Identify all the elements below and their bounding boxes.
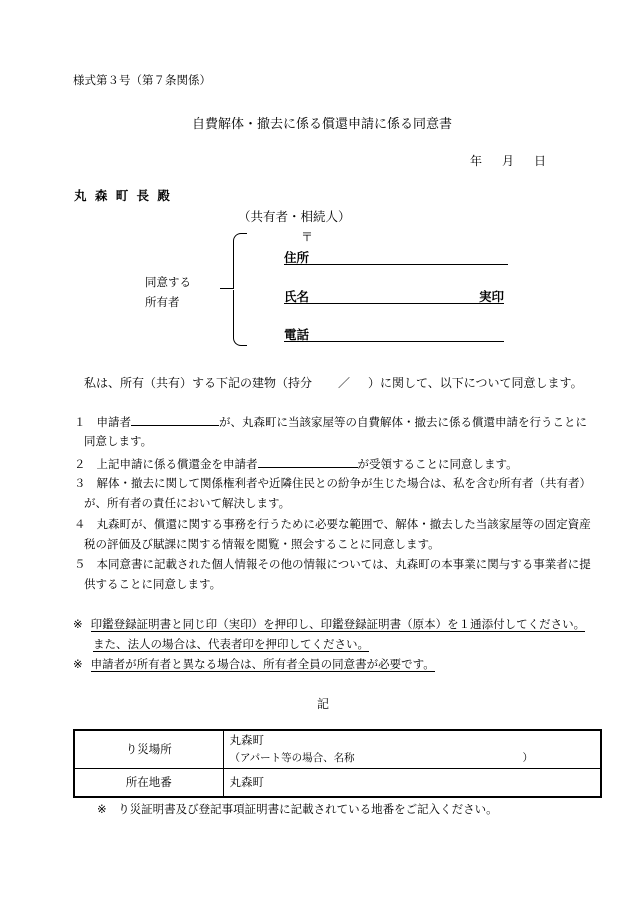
lot-number-cell[interactable] xyxy=(223,768,601,797)
item-5 xyxy=(74,556,591,572)
date-month: 月 xyxy=(502,154,515,168)
name-field[interactable] xyxy=(284,287,504,304)
disaster-location-cell[interactable] xyxy=(223,730,601,768)
brace-upper xyxy=(233,233,247,288)
item-1-post: が、丸森町に当該家屋等の自費解体・撤去に係る償還申請を行うことに xyxy=(219,415,587,429)
intro-statement xyxy=(84,374,583,391)
item-4-cont: 税の評価及び賦課に関する情報を閲覧・照会することに同意します。 xyxy=(84,537,440,551)
intro-slash: ／ xyxy=(338,376,351,390)
building-name-open: （アパート等の場合、名称 xyxy=(229,752,355,765)
note-2-text: 申請者が所有者と異なる場合は、所有者全員の同意書が必要です。 xyxy=(90,657,435,671)
item-3-cont: が、所有者の責任において解決します。 xyxy=(84,496,291,510)
item-5-text: 本同意書に記載された個人情報その他の情報については、丸森町の本事業に関与する事業者に提 xyxy=(96,557,591,571)
form-number: 様式第３号（第７条関係） xyxy=(73,73,211,87)
note-2 xyxy=(73,656,435,672)
item-1-pre: 申請者 xyxy=(96,415,131,429)
phone-field[interactable] xyxy=(284,325,504,342)
postal-mark: 〒 xyxy=(301,230,314,244)
ki-heading: 記 xyxy=(316,697,329,711)
item-number: １ xyxy=(74,415,86,429)
seal-label: 実印 xyxy=(478,289,504,304)
disaster-location-town: 丸森町 xyxy=(229,733,264,748)
date-day: 日 xyxy=(534,154,547,168)
building-name-close: ） xyxy=(522,752,533,765)
item-number: ５ xyxy=(74,557,86,571)
address-label: 住所 xyxy=(284,250,310,265)
date-year: 年 xyxy=(470,154,483,168)
item-number: ４ xyxy=(74,517,86,531)
disaster-location-building xyxy=(230,749,595,767)
item-4 xyxy=(74,516,591,532)
item-4-text: 丸森町が、償還に関する事務を行うために必要な範囲で、解体・撤去した当該家屋等の固定資産 xyxy=(96,517,591,531)
consenter-label-line2: 所有者 xyxy=(145,295,180,309)
lot-number-town: 丸森町 xyxy=(229,775,264,790)
brace-point xyxy=(220,288,234,289)
address-field[interactable] xyxy=(284,248,508,265)
item-2 xyxy=(74,455,518,472)
phone-label: 電話 xyxy=(284,327,310,342)
footnote: ※ り災証明書及び登記事項証明書に記載されている地番をご記入ください。 xyxy=(97,802,498,816)
item-2-post: が受領することに同意します。 xyxy=(357,457,518,471)
table-row xyxy=(74,768,601,797)
note-1 xyxy=(73,616,585,632)
item-1 xyxy=(74,413,587,430)
item-number: ２ xyxy=(74,457,86,471)
applicant-blank[interactable] xyxy=(131,413,219,426)
note-mark: ※ xyxy=(73,657,83,671)
disaster-location-header: り災場所 xyxy=(74,730,223,768)
item-number: ３ xyxy=(74,476,86,490)
note-mark: ※ xyxy=(73,617,83,631)
coowner-heading: （共有者・相続人） xyxy=(238,209,351,224)
intro-after: ）に関して、以下について同意します。 xyxy=(368,376,583,390)
document-title: 自費解体・撤去に係る償還申請に係る同意書 xyxy=(191,117,452,132)
note-1-cont xyxy=(93,636,369,652)
item-1-cont: 同意します。 xyxy=(84,434,153,448)
name-label: 氏名 xyxy=(284,289,310,304)
table-row xyxy=(74,730,601,768)
applicant-blank-2[interactable] xyxy=(258,455,358,468)
brace-lower xyxy=(233,290,247,346)
intro-before: 私は、所有（共有）する下記の建物（持分 xyxy=(84,376,313,390)
consenter-label-line1: 同意する xyxy=(145,275,191,289)
item-3-text: 解体・撤去に関して関係権利者や近隣住民との紛争が生じた場合は、私を含む所有者（共有者） xyxy=(96,476,591,490)
item-2-pre: 上記申請に係る償還金を申請者 xyxy=(96,457,258,471)
note-1-text: 印鑑登録証明書と同じ印（実印）を押印し、印鑑登録証明書（原本）を１通添付してください。 xyxy=(90,617,586,631)
property-table xyxy=(73,729,602,798)
lot-number-header: 所在地番 xyxy=(74,768,223,797)
item-3 xyxy=(74,475,591,491)
note-1-cont-text: また、法人の場合は、代表者印を押印してください。 xyxy=(93,637,369,651)
item-5-cont: 供することに同意します。 xyxy=(84,577,222,591)
addressee: 丸 森 町 長 殿 xyxy=(74,188,172,203)
